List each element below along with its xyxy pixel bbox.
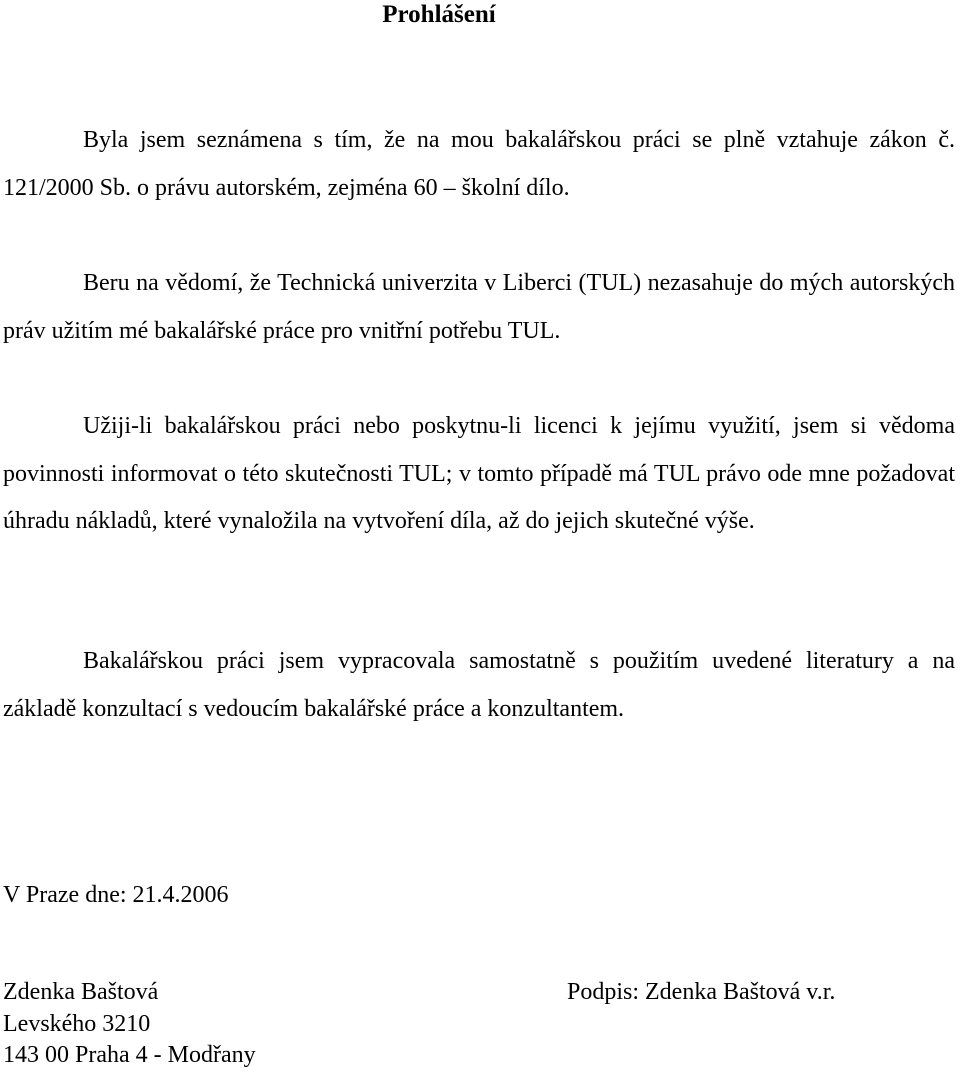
paragraph-copyright-law: Byla jsem seznámena s tím, že na mou bakalářskou práci se plně vztahuje zákon č. 121/2000 Sb. o právu autorském, zejména 60 – školní dílo. xyxy=(3,127,955,201)
paragraph-independent-work: Bakalářskou práci jsem vypracovala samostatně s použitím uvedené literatury a na základě konzultací s vedoucím bakalářské práce a konzultantem. xyxy=(3,648,955,722)
author-city: 143 00 Praha 4 - Modřany xyxy=(3,1042,256,1068)
paragraph-license-obligation: Užiji-li bakalářskou práci nebo poskytnu-li licenci k jejímu využití, jsem si vědoma povinnosti informovat o této skutečnosti TUL; v tomto případě má TUL právo ode mne požadovat úhradu nákladů, které vynaložila na vytvoření díla, až do jejich skutečné výše. xyxy=(3,413,955,534)
author-street: Levského 3210 xyxy=(3,1010,151,1037)
author-name: Zdenka Baštová xyxy=(3,979,159,1005)
author-address xyxy=(3,977,256,1072)
place-date: V Praze dne: 21.4.2006 xyxy=(3,882,229,908)
signature-line: Podpis: Zdenka Baštová v.r. xyxy=(567,979,836,1005)
paragraph-tul-usage: Beru na vědomí, že Technická univerzita v Liberci (TUL) nezasahuje do mých autorských práv užitím mé bakalářské práce pro vnitřní potřebu TUL. xyxy=(3,270,955,344)
page-title: Prohlášení xyxy=(382,1,496,28)
